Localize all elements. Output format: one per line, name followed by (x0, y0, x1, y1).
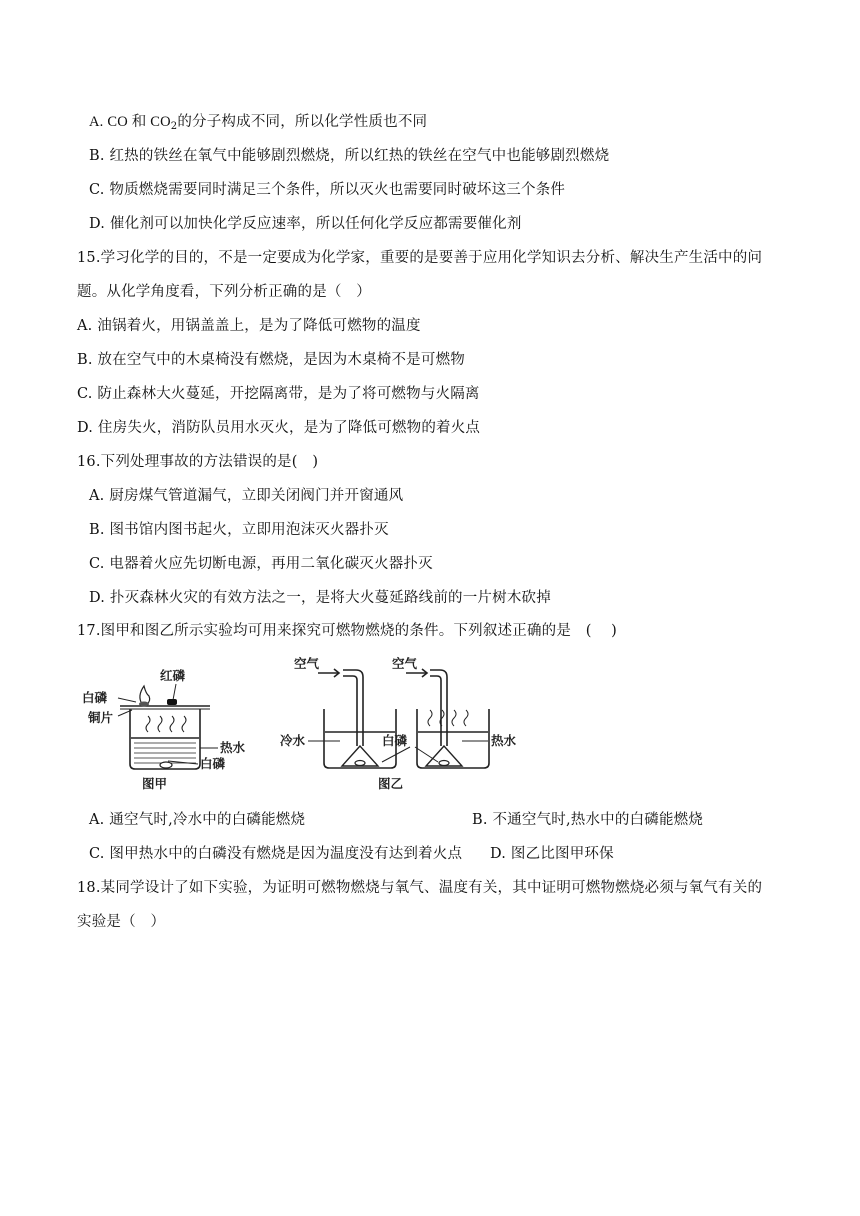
q15-option-d: D. 住房失火，消防队员用水灭火，是为了降低可燃物的着火点 (77, 420, 481, 436)
q14-option-a-post: 的分子构成不同，所以化学性质也不同 (177, 114, 428, 130)
q14-option-b: B. 红热的铁丝在氧气中能够剧烈燃烧，所以红热的铁丝在空气中也能够剧烈燃烧 (89, 148, 610, 164)
q17-option-a: A. 通空气时,冷水中的白磷能燃烧 (89, 812, 306, 828)
label-red-phosphorus: 红磷 (160, 668, 186, 683)
q14-option-a-pre: A. CO 和 CO (89, 114, 171, 130)
q16-option-b: B. 图书馆内图书起火，立即用泡沫灭火器扑灭 (89, 522, 389, 538)
q15-option-c: C. 防止森林大火蔓延，开挖隔离带，是为了将可燃物与火隔离 (77, 386, 480, 402)
q15-option-a: A. 油锅着火，用锅盖盖上，是为了降低可燃物的温度 (77, 318, 421, 334)
flame-icon (140, 686, 150, 704)
q17-option-c: C. 图甲热水中的白磷没有燃烧是因为温度没有达到着火点 (89, 846, 463, 862)
label-white-phosphorus-bottom: 白磷 (200, 756, 226, 771)
q15-option-b: B. 放在空气中的木桌椅没有燃烧，是因为木桌椅不是可燃物 (77, 352, 465, 368)
red-phosphorus-piece (167, 699, 177, 705)
label-fig-yi: 图乙 (378, 776, 404, 791)
label-hot-water-right: 热水 (491, 733, 517, 748)
q17-option-d: D. 图乙比图甲环保 (490, 846, 614, 862)
q14-option-a (89, 112, 427, 132)
label-copper-sheet: 铜片 (88, 710, 114, 725)
q14-option-a-sub: 2 (170, 121, 178, 132)
q14-option-d: D. 催化剂可以加快化学反应速率，所以任何化学反应都需要催化剂 (89, 216, 522, 232)
q16-option-c: C. 电器着火应先切断电源，再用二氧化碳灭火器扑灭 (89, 556, 433, 572)
beaker-jia (130, 709, 200, 769)
label-hot-water-left: 热水 (220, 740, 246, 755)
q16-option-d: D. 扑灭森林火灾的有效方法之一，是将大火蔓延路线前的一片树木砍掉 (89, 590, 551, 606)
label-white-phosphorus-mid: 白磷 (382, 733, 408, 748)
q14-option-c: C. 物质燃烧需要同时满足三个条件，所以灭火也需要同时破坏这三个条件 (89, 182, 566, 198)
q17-stem: 17.图甲和图乙所示实验均可用来探究可燃物燃烧的条件。下列叙述正确的是 ( ) (77, 623, 617, 639)
q16-option-a: A. 厨房煤气管道漏气，立即关闭阀门并开窗通风 (89, 488, 404, 504)
q18-stem-line2: 实验是（ ） (77, 914, 166, 930)
label-air-left: 空气 (294, 656, 320, 671)
q16-stem: 16.下列处理事故的方法错误的是( ) (77, 454, 319, 470)
q18-stem-line1: 18.某同学设计了如下实验，为证明可燃物燃烧与氧气、温度有关，其中证明可燃物燃烧必须与氧气有关的 (77, 880, 763, 896)
q15-stem-line2: 题。从化学角度看，下列分析正确的是（ ） (77, 284, 371, 300)
q17-option-b: B. 不通空气时,热水中的白磷能燃烧 (472, 812, 704, 828)
q15-stem-line1: 15.学习化学的目的，不是一定要成为化学家，重要的是要善于应用化学知识去分析、解决生产生活中的问 (77, 250, 763, 266)
label-air-right: 空气 (392, 656, 418, 671)
label-fig-jia: 图甲 (142, 776, 168, 791)
beaker-yi-right (417, 709, 489, 768)
label-cold-water: 冷水 (280, 733, 306, 748)
label-white-phosphorus-top: 白磷 (82, 690, 108, 705)
combustion-experiment-figure (80, 650, 520, 795)
